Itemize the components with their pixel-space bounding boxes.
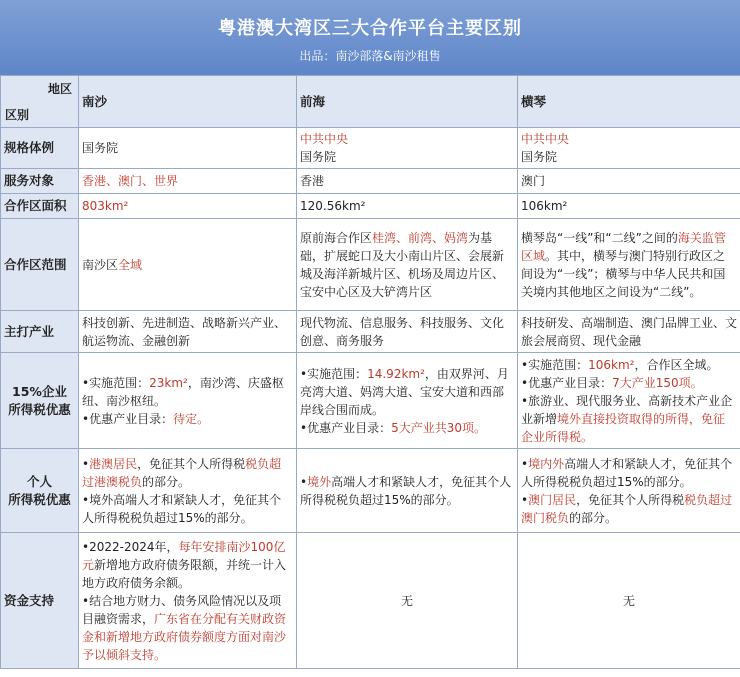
cell-spec-qianhai [297, 128, 518, 169]
column-header-qianhai: 前海 [297, 76, 518, 128]
cell-scope-nansha [79, 219, 297, 311]
pers-qianhai-1a: • [300, 474, 308, 489]
fund-nansha-1a: •2022-2024年， [82, 539, 179, 554]
cell-spec-nansha: 国务院 [79, 128, 297, 169]
row-label-spec: 规格体例 [1, 128, 79, 169]
row-label-target: 服务对象 [1, 169, 79, 194]
corp-nansha-1c: ，南沙湾、庆盛枢纽、南沙枢纽。 [82, 375, 284, 408]
pers-hengqin-2e: 的部分。 [569, 510, 618, 525]
comparison-table [0, 75, 740, 669]
pers-hengqin-1c: 高端人才和紧缺人才，免征其个人所得税税负超过15%的部分。 [521, 456, 733, 489]
cell-target-hengqin: 澳门 [518, 169, 740, 194]
cell-corp-tax-hengqin [518, 353, 740, 449]
table-row [1, 194, 740, 219]
cell-industry-hengqin: 科技研发、高端制造、澳门品牌工业、文旅会展商贸、现代金融 [518, 311, 740, 353]
corp-hengqin-2b: 7大产业150项。 [612, 375, 703, 390]
row-label-area: 合作区面积 [1, 194, 79, 219]
scope-nansha-text: 南沙区 [82, 257, 119, 272]
pers-qianhai-1b: 境外 [307, 474, 332, 489]
cell-spec-hengqin [518, 128, 740, 169]
corp-nansha-2a: •优惠产业目录： [82, 411, 174, 426]
table-row [1, 311, 740, 353]
cell-target-qianhai: 香港 [297, 169, 518, 194]
cell-corp-tax-nansha [79, 353, 297, 449]
corp-hengqin-1b: 106km² [588, 357, 635, 372]
page-title: 粤港澳大湾区三大合作平台主要区别 [218, 18, 522, 39]
corp-qianhai-1a: •实施范围： [300, 366, 368, 381]
corp-hengqin-3a: •旅游业、现代服务业、高新技术产业企业新增 [521, 393, 733, 426]
table-row [1, 449, 740, 533]
table-row [1, 219, 740, 311]
cell-industry-qianhai: 现代物流、信息服务、科技服务、文化创意、商务服务 [297, 311, 518, 353]
fund-nansha-1c: 新增地方政府债务限额，并统一计入地方政府债务余额。 [82, 557, 287, 590]
corp-hengqin-3b: 境外直接投资取得的所得，免征企业所得税。 [521, 411, 726, 444]
scope-qianhai-text-a: 原前海合作区 [300, 230, 373, 245]
pers-nansha-1c: ，免征其个人所得税 [137, 456, 246, 471]
column-header-nansha: 南沙 [79, 76, 297, 128]
corner-region-label: 地区 [47, 82, 72, 96]
corp-qianhai-1b: 14.92km² [367, 366, 425, 381]
corp-nansha-2b: 待定。 [173, 411, 210, 426]
cell-scope-hengqin [518, 219, 740, 311]
pers-nansha-1b: 港澳居民 [89, 456, 138, 471]
pers-hengqin-2b: 澳门居民 [528, 492, 577, 507]
pers-nansha-1e: 的部分。 [142, 474, 191, 489]
pers-hengqin-2d: 税负超过澳门税负 [521, 492, 733, 525]
page-header [0, 0, 740, 75]
scope-nansha-red: 全域 [118, 257, 143, 272]
scope-hengqin-red: 海关监管区域 [521, 230, 726, 263]
table-row [1, 353, 740, 449]
cell-area-qianhai: 120.56km² [297, 194, 518, 219]
pers-tax-label-1: 个人 [26, 473, 52, 489]
cell-target-nansha: 香港、澳门、世界 [79, 169, 297, 194]
corner-cell [1, 76, 79, 128]
spec-qianhai-red: 中共中央 [300, 132, 349, 146]
corp-nansha-1a: •实施范围： [82, 375, 150, 390]
fund-nansha-2b: 广东省在分配有关财政资金和新增地方政府债券额度方面对南沙予以倾斜支持。 [82, 611, 287, 662]
corp-hengqin-2a: •优惠产业目录： [521, 375, 613, 390]
table-row [1, 169, 740, 194]
scope-qianhai-text-c: 为基础，扩展蛇口及大小南山片区、会展新城及海洋新城片区、机场及周边片区、宝安中心区及大铲湾片区 [300, 230, 505, 299]
corp-qianhai-2a: •优惠产业目录： [300, 420, 392, 435]
corp-hengqin-1a: •实施范围： [521, 357, 589, 372]
scope-hengqin-text-c: 。其中，横琴与澳门特别行政区之间设为“一线”；横琴与中华人民共和国关境内其他地区之间设为“二线”。 [521, 248, 726, 299]
spec-hengqin: 国务院 [521, 150, 558, 164]
pers-tax-label-2: 所得税优惠 [8, 491, 71, 507]
cell-area-hengqin: 106km² [518, 194, 740, 219]
pers-hengqin-2a: • [521, 492, 529, 507]
row-label-scope: 合作区范围 [1, 219, 79, 311]
pers-hengqin-1b: 境内外 [528, 456, 565, 471]
pers-hengqin-2c: ，免征其个人所得税 [576, 492, 685, 507]
cell-fund-hengqin: 无 [518, 533, 740, 669]
row-label-pers-tax [1, 449, 79, 533]
scope-hengqin-text-a: 横琴岛“一线”和“二线”之间的 [521, 230, 678, 245]
table-row [1, 128, 740, 169]
row-label-industry: 主打产业 [1, 311, 79, 353]
scope-qianhai-red: 桂湾、前湾、妈湾 [372, 230, 469, 245]
fund-nansha-2a: •结合地方财力、债务风险情况以及项目融资需求， [82, 593, 282, 626]
pers-nansha-1a: • [82, 456, 90, 471]
fund-nansha-1b: 每年安排南沙100亿元 [82, 539, 286, 572]
cell-pers-tax-hengqin [518, 449, 740, 533]
corp-tax-label-1: 15%企业 [12, 383, 67, 399]
cell-industry-nansha: 科技创新、先进制造、战略新兴产业、航运物流、金融创新 [79, 311, 297, 353]
corp-qianhai-2b: 5大产业共30项。 [391, 420, 486, 435]
cell-scope-qianhai [297, 219, 518, 311]
cell-fund-nansha [79, 533, 297, 669]
cell-pers-tax-qianhai [297, 449, 518, 533]
pers-nansha-2: •境外高端人才和紧缺人才，免征其个人所得税税负超过15%的部分。 [82, 492, 282, 525]
spec-qianhai: 国务院 [300, 150, 337, 164]
pers-nansha-1d: 税负超过港澳税负 [82, 456, 282, 489]
cell-pers-tax-nansha [79, 449, 297, 533]
row-label-fund: 资金支持 [1, 533, 79, 669]
column-header-hengqin: 横琴 [518, 76, 740, 128]
page-subtitle: 出品：南沙部落&南沙租售 [299, 49, 441, 63]
corner-diff-label: 区别 [5, 108, 30, 122]
table-header-row [1, 76, 740, 128]
cell-area-nansha: 803km² [79, 194, 297, 219]
pers-hengqin-1a: • [521, 456, 529, 471]
corp-hengqin-1c: ，合作区全域。 [634, 357, 719, 372]
cell-corp-tax-qianhai [297, 353, 518, 449]
corp-nansha-1b: 23km² [149, 375, 188, 390]
pers-qianhai-1c: 高端人才和紧缺人才，免征其个人所得税税负超过15%的部分。 [300, 474, 512, 507]
cell-fund-qianhai: 无 [297, 533, 518, 669]
row-label-corp-tax [1, 353, 79, 449]
table-row [1, 533, 740, 669]
corp-qianhai-1c: ，由双界河、月亮湾大道、妈湾大道、宝安大道和西部岸线合围而成。 [300, 366, 509, 417]
corp-tax-label-2: 所得税优惠 [8, 401, 71, 417]
spec-hengqin-red: 中共中央 [521, 132, 570, 146]
